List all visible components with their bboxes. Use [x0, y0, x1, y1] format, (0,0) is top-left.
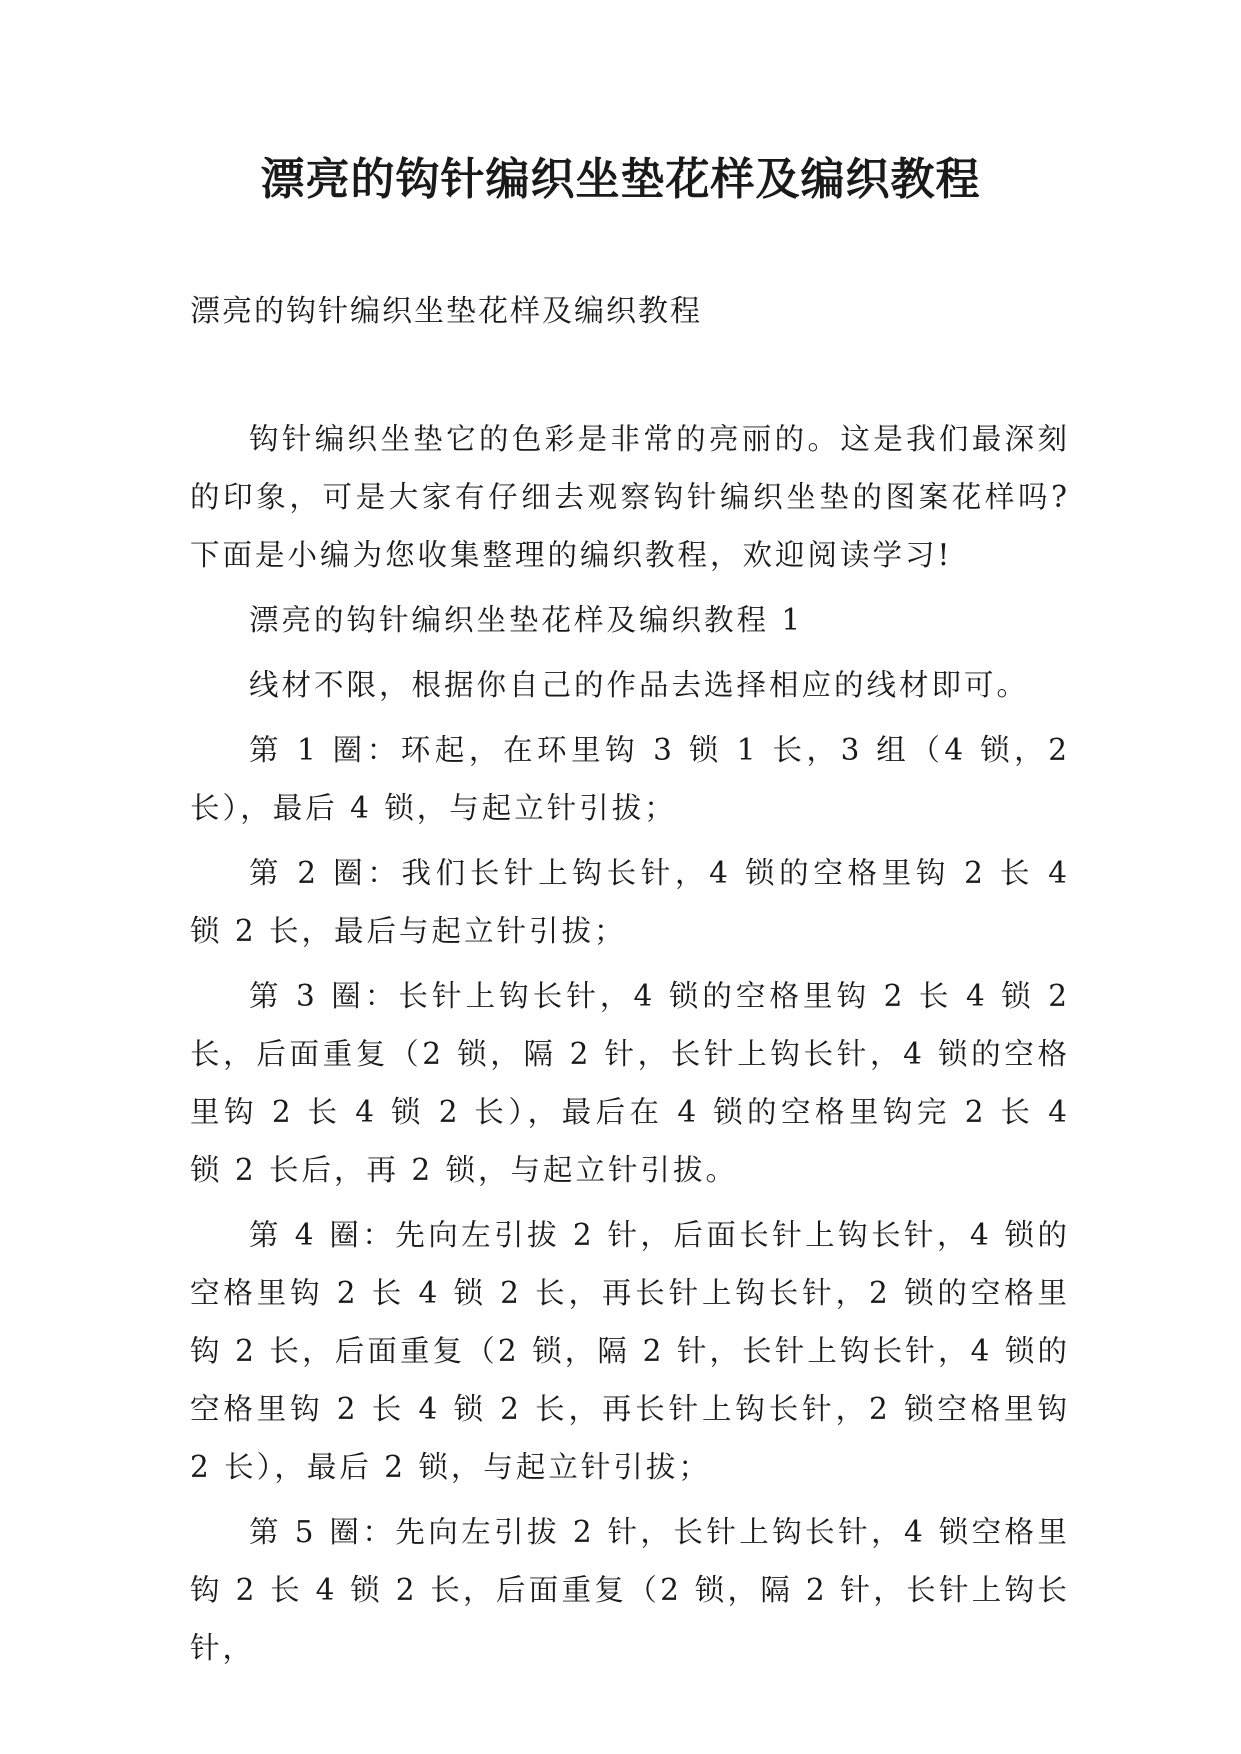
paragraph-round-4: 第 4 圈：先向左引拔 2 针，后面长针上钩长针，4 锁的空格里钩 2 长 4 锁 2 长，再长针上钩长针，2 锁的空格里钩 2 长，后面重复（2 锁，隔 2 针，长针上钩长针，4 锁的空格里钩 2 长 4 锁 2 长，再长针上钩长针，2 锁空格里钩 2 长），最后 2 锁，与起立针引拔； [190, 1218, 1070, 1484]
paragraph-intro: 钩针编织坐垫它的色彩是非常的亮丽的。这是我们最深刻的印象，可是大家有仔细去观察钩针编织坐垫的图案花样吗?下面是小编为您收集整理的编织教程，欢迎阅读学习! [190, 422, 1070, 572]
document-body [190, 410, 1070, 1684]
paragraph-round-3: 第 3 圈：长针上钩长针，4 锁的空格里钩 2 长 4 锁 2 长，后面重复（2 锁，隔 2 针，长针上钩长针，4 锁的空格里钩 2 长 4 锁 2 长），最后在 4 锁的空格里钩完 2 长 4 锁 2 长后，再 2 锁，与起立针引拔。 [190, 979, 1070, 1187]
paragraph-round-1: 第 1 圈：环起，在环里钩 3 锁 1 长，3 组（4 锁，2 长），最后 4 锁，与起立针引拔； [190, 733, 1070, 825]
paragraph-round-5: 第 5 圈：先向左引拔 2 针，长针上钩长针，4 锁空格里钩 2 长 4 锁 2 长，后面重复（2 锁，隔 2 针，长针上钩长针， [190, 1515, 1070, 1665]
document-subtitle: 漂亮的钩针编织坐垫花样及编织教程 [190, 294, 702, 329]
document-title: 漂亮的钩针编织坐垫花样及编织教程 [260, 154, 981, 205]
paragraph-round-2: 第 2 圈：我们长针上钩长针，4 锁的空格里钩 2 长 4 锁 2 长，最后与起立针引拔； [190, 856, 1070, 948]
paragraph-materials: 线材不限，根据你自己的作品去选择相应的线材即可。 [249, 668, 1030, 702]
paragraph-section-heading: 漂亮的钩针编织坐垫花样及编织教程 1 [249, 603, 804, 637]
